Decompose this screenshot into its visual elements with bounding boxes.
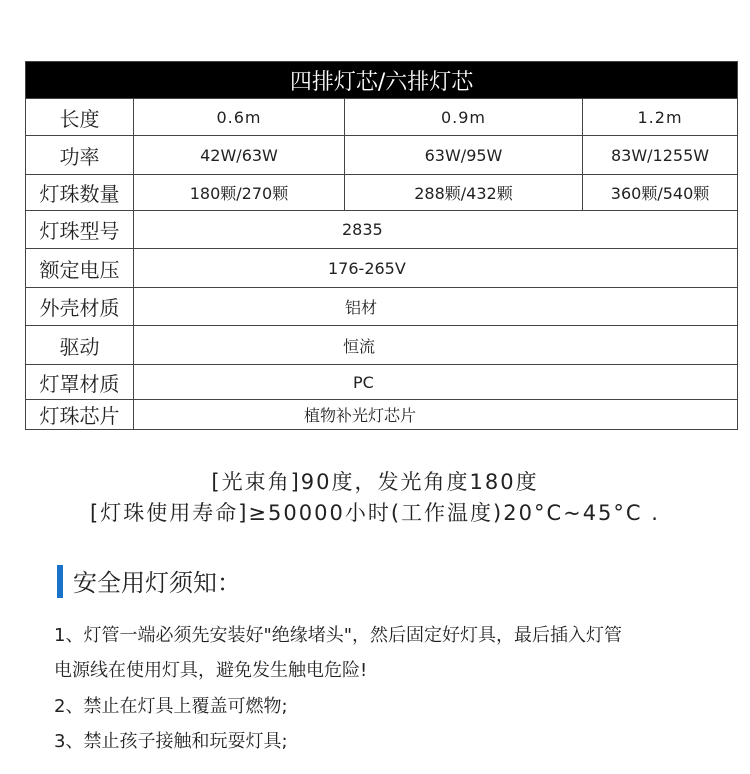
row-label-bead-count: 灯珠数量 (26, 175, 134, 211)
table-row (26, 99, 738, 136)
row-label-driver: 驱动 (26, 326, 134, 365)
table-row (26, 211, 738, 249)
safety-item: 2、禁止在灯具上覆盖可燃物; (54, 696, 288, 717)
cell-value: 1.2m (583, 99, 738, 136)
safety-item: 3、禁止孩子接触和玩耍灯具; (54, 731, 288, 752)
cell-value: 植物补光灯芯片 (134, 400, 738, 430)
cell-value: 0.9m (345, 99, 583, 136)
cell-value: 42W/63W (134, 136, 345, 175)
safety-item: 电源线在使用灯具，避免发生触电危险! (54, 660, 368, 681)
table-row (26, 326, 738, 365)
table-row (26, 249, 738, 288)
table-row (26, 136, 738, 175)
table-row (26, 175, 738, 211)
table-title-row (26, 62, 738, 99)
table-row (26, 288, 738, 326)
cell-value: 2835 (134, 211, 738, 249)
safety-item: 1、灯管一端必须先安装好"绝缘堵头"，然后固定好灯具，最后插入灯管 (54, 625, 623, 646)
cell-value: 铝材 (134, 288, 738, 326)
cell-value: 恒流 (134, 326, 738, 365)
row-label-power: 功率 (26, 136, 134, 175)
heading-accent-bar (57, 565, 63, 598)
row-label-voltage: 额定电压 (26, 249, 134, 288)
table-title: 四排灯芯/六排灯芯 (26, 62, 738, 99)
cell-value: 288颗/432颗 (345, 175, 583, 211)
table-row (26, 365, 738, 400)
cell-value: 360颗/540颗 (583, 175, 738, 211)
note-beam-angle: [光束角]90度，发光角度180度 (211, 470, 539, 494)
row-label-housing: 外壳材质 (26, 288, 134, 326)
safety-heading: 安全用灯须知： (73, 569, 241, 597)
cell-value: 176-265V (134, 249, 738, 288)
cell-value: 63W/95W (345, 136, 583, 175)
row-label-chip: 灯珠芯片 (26, 400, 134, 430)
cell-value: PC (134, 365, 738, 400)
row-label-length: 长度 (26, 99, 134, 136)
spec-table (25, 61, 738, 430)
cell-value: 180颗/270颗 (134, 175, 345, 211)
row-label-bead-model: 灯珠型号 (26, 211, 134, 249)
note-lifespan: [灯珠使用寿命]≥50000小时(工作温度)20°C~45°C . (90, 501, 660, 525)
row-label-cover: 灯罩材质 (26, 365, 134, 400)
cell-value: 0.6m (134, 99, 345, 136)
table-row (26, 400, 738, 430)
cell-value: 83W/1255W (583, 136, 738, 175)
